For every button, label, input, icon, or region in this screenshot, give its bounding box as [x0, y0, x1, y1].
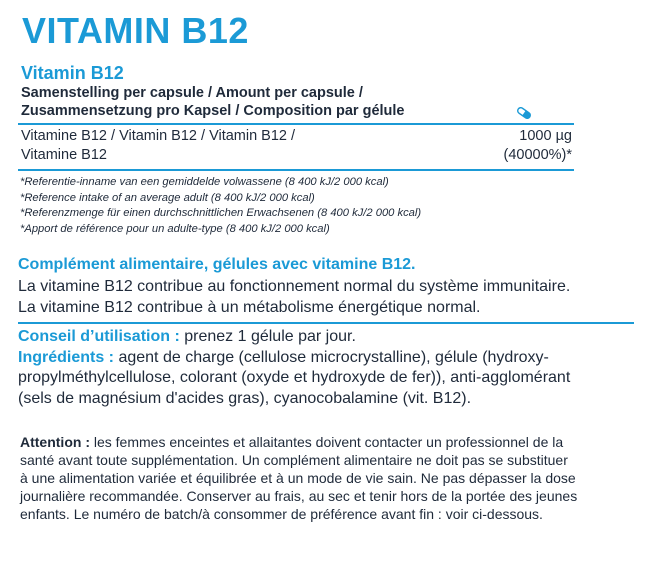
health-claims: [18, 255, 634, 324]
warning-line: journalière recommandée. Conserver au frais, au sec et tenir hors de la portée des jeunes: [20, 488, 578, 504]
usage-text: prenez 1 gélule par jour.: [179, 328, 356, 345]
warning-text: les femmes enceintes et allaitantes doivent contacter un professionnel de la: [89, 434, 564, 450]
claims-heading: Complément alimentaire, gélules avec vitamine B12.: [18, 256, 416, 273]
nutrition-header-line: Samenstelling per capsule / Amount per capsule /: [21, 85, 363, 101]
warning-section: [20, 433, 632, 523]
warning-label: Attention :: [20, 434, 90, 450]
nutrient-amount: 1000 µg: [519, 128, 572, 144]
nutrition-header: [21, 84, 574, 120]
warning-line: à une alimentation variée et équilibrée et à un mode de vie sain. Ne pas dépasser la dose: [20, 470, 576, 486]
nutrient-name-line: Vitamine B12: [21, 147, 107, 163]
usage-label: Conseil d’utilisation :: [18, 328, 180, 345]
claim-line: La vitamine B12 contribue au fonctionnement normal du système immunitaire.: [18, 278, 571, 295]
reference-note: *Apport de référence pour un adulte-type (8 400 kJ/2 000 kcal): [20, 222, 330, 235]
warning-line: [20, 433, 632, 451]
ingredients: [18, 348, 632, 369]
reference-intake-notes: [20, 175, 421, 237]
ingredients-text: agent de charge (cellulose microcrystalline), gélule (hydroxy-: [114, 348, 549, 366]
usage-advice: [18, 327, 632, 348]
warning-line: enfants. Le numéro de batch/à consommer de préférence avant fin : voir ci-dessous.: [20, 506, 543, 522]
ingredients-label: Ingrédients :: [18, 348, 115, 366]
nutrition-table: [18, 62, 574, 171]
reference-note: *Referentie-inname van een gemiddelde volwassene (8 400 kJ/2 000 kcal): [20, 176, 389, 188]
reference-note: *Referenzmenge für einen durchschnittlichen Erwachsenen (8 400 kJ/2 000 kcal): [20, 207, 422, 219]
warning-line: santé avant toute supplémentation. Un complément alimentaire ne doit pas se substituer: [20, 452, 568, 468]
ingredients-line: (sels de magnésium d'acides gras), cyanocobalamine (vit. B12).: [18, 389, 472, 407]
capsule-icon: [515, 106, 533, 120]
usage-and-ingredients: [18, 327, 632, 409]
page-title: VITAMIN B12: [22, 10, 249, 51]
nutrition-product-name: Vitamin B12: [21, 63, 124, 83]
nutrient-name-line: Vitamine B12 / Vitamin B12 / Vitamin B12 /: [21, 128, 296, 144]
nutrient-name: [21, 127, 295, 165]
nutrient-value: [503, 127, 572, 165]
ingredients-line: propylméthylcellulose, colorant (oxyde et hydroxyde de fer)), anti-agglomérant: [18, 369, 571, 386]
nutrient-percent: (40000%)*: [503, 147, 572, 163]
nutrition-row: [18, 123, 574, 171]
nutrition-header-line: Zusammensetzung pro Kapsel / Composition par gélule: [21, 103, 405, 119]
claim-line: La vitamine B12 contribue à un métabolisme énergétique normal.: [18, 298, 481, 316]
section-divider: [18, 322, 634, 324]
reference-note: *Reference intake of an average adult (8 400 kJ/2 000 kcal): [20, 191, 315, 204]
